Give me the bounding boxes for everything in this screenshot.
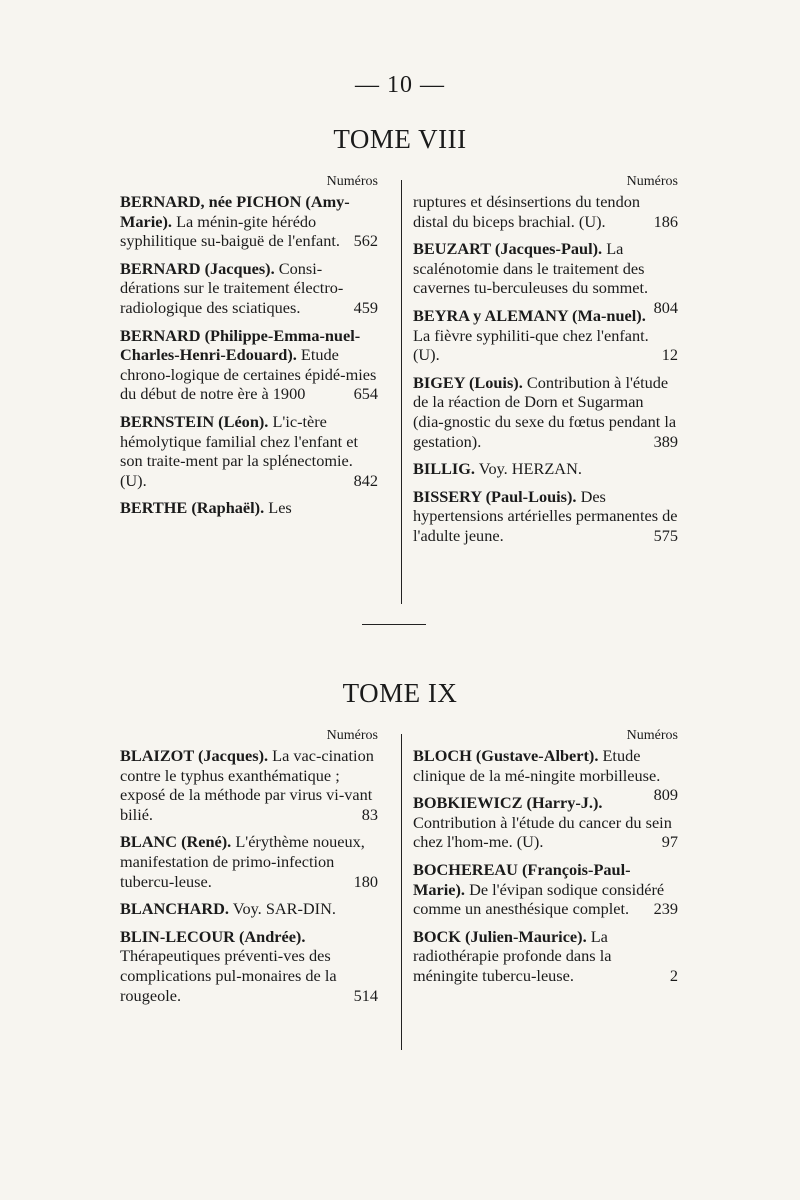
thesis-number: 186: [653, 211, 678, 231]
thesis-number: 239: [653, 899, 678, 919]
index-entry: [120, 927, 378, 1005]
tome-8-title: TOME VIII: [333, 124, 467, 154]
author-name: BOBKIEWICZ (Harry-J.).: [413, 793, 603, 813]
numeros-header: Numéros: [626, 728, 678, 743]
thesis-number: 12: [661, 345, 678, 365]
thesis-title: Des hypertensions artérielles permanentes de l'adulte jeune.: [413, 486, 678, 545]
thesis-title: De l'évipan sodique considéré comme un anesthésique complet.: [413, 879, 665, 919]
column-divider: [401, 180, 402, 604]
thesis-number: 842: [353, 470, 378, 490]
index-entry: [120, 498, 378, 518]
index-entry: [120, 192, 378, 251]
tome-8-right-column: [413, 174, 678, 604]
thesis-title: ruptures et désinsertions du tendon distal du biceps brachial. (U).: [413, 192, 640, 231]
author-name: BOCHEREAU (François-Paul-Marie).: [413, 859, 631, 899]
index-entry: [413, 306, 678, 365]
thesis-number: 562: [353, 231, 378, 251]
thesis-number: 459: [353, 297, 378, 317]
index-entry: [413, 487, 678, 546]
thesis-title: Consi-dérations sur le traitement électro-radiologique des sciatiques.: [120, 258, 344, 317]
thesis-title: Contribution à l'étude de la réaction de Dorn et Sugarman (dia-gnostic du sexe du fœtus pendant la gestation).: [413, 372, 677, 451]
tome-9-section: [120, 728, 678, 1050]
index-entry: [413, 860, 678, 919]
column-divider: [401, 734, 402, 1050]
author-name: BERNARD, née PICHON (Amy-Marie).: [120, 192, 350, 231]
author-name: BLAIZOT (Jacques).: [120, 746, 269, 765]
numeros-header: Numéros: [326, 728, 378, 743]
author-name: BERNSTEIN (Léon).: [120, 411, 269, 431]
author-name: BOCK (Julien-Maurice).: [413, 926, 587, 946]
thesis-title: Les: [268, 498, 292, 518]
tome-9-left-column: [120, 728, 378, 1050]
numeros-header: Numéros: [626, 174, 678, 189]
thesis-number: 809: [653, 785, 678, 805]
thesis-title: L'ic-tère hémolytique familial chez l'enfant et son traite-ment par la splénectomie. (U).: [120, 411, 359, 490]
numeros-header: Numéros: [326, 174, 378, 189]
index-entry: [120, 899, 378, 919]
tome-8-section: [120, 174, 678, 604]
author-name: BERNARD (Philippe-Emma-nuel-Charles-Henri-Edouard).: [120, 325, 361, 365]
thesis-title: Voy. HERZAN.: [478, 459, 582, 479]
thesis-number: 575: [653, 525, 678, 545]
thesis-number: 180: [353, 871, 378, 891]
thesis-number: 654: [353, 384, 378, 404]
index-entry: [413, 192, 678, 231]
thesis-number: 804: [653, 297, 678, 317]
thesis-title: La radiothérapie profonde dans la méningite tubercu-leuse.: [413, 926, 612, 985]
author-name: BLANC (René).: [120, 832, 232, 852]
thesis-number: 97: [661, 832, 678, 852]
thesis-number: 389: [653, 431, 678, 451]
tome-9-title: TOME IX: [342, 678, 458, 708]
thesis-title: Contribution à l'étude du cancer du sein chez l'hom-me. (U).: [413, 812, 672, 852]
author-name: BEUZART (Jacques-Paul).: [413, 239, 603, 259]
author-name: BERNARD (Jacques).: [120, 258, 275, 278]
thesis-number: 83: [361, 804, 378, 824]
index-entry: [120, 832, 378, 891]
thesis-title: La vac-cination contre le typhus exanthématique ; exposé de la méthode par virus vi-vant bilié.: [120, 746, 374, 824]
page-number: — 10 —: [355, 72, 445, 98]
thesis-title: Etude clinique de la mé-ningite morbilleuse.: [413, 746, 661, 785]
author-name: BILLIG.: [413, 459, 475, 479]
index-entry: [413, 793, 678, 852]
thesis-title: La ménin-gite hérédo syphilitique su-baiguë de l'enfant.: [120, 211, 340, 251]
author-name: BLOCH (Gustave-Albert).: [413, 746, 599, 765]
thesis-title: La scalénotomie dans le traitement des cavernes tu-berculeuses du sommet.: [413, 239, 649, 298]
tome-8-left-column: [120, 174, 378, 604]
tome-9-right-column: [413, 728, 678, 1050]
author-name: BLANCHARD.: [120, 899, 230, 919]
thesis-number: 514: [353, 985, 378, 1005]
author-name: BLIN-LECOUR (Andrée).: [120, 926, 306, 946]
index-entry: [413, 927, 678, 986]
section-rule: [362, 624, 426, 625]
author-name: BISSERY (Paul-Louis).: [413, 486, 577, 506]
index-entry: [120, 326, 378, 404]
author-name: BEYRA y ALEMANY (Ma-nuel).: [413, 305, 646, 325]
index-entry: [413, 459, 678, 479]
thesis-title: L'érythème noueux, manifestation de primo-infection tubercu-leuse.: [120, 832, 365, 891]
index-entry: [120, 746, 378, 824]
thesis-number: 2: [669, 965, 678, 985]
thesis-title: Etude chrono-logique de certaines épidé-mies du début de notre ère à 1900: [120, 345, 377, 404]
thesis-title: La fièvre syphiliti-que chez l'enfant. (U).: [413, 325, 649, 365]
author-name: BIGEY (Louis).: [413, 372, 523, 392]
thesis-title: Thérapeutiques préventi-ves des complications pul-monaires de la rougeole.: [120, 946, 337, 1005]
index-entry: [120, 412, 378, 490]
index-entry: [413, 373, 678, 451]
index-entry: [120, 259, 378, 318]
author-name: BERTHE (Raphaël).: [120, 498, 265, 518]
thesis-title: Voy. SAR-DIN.: [232, 899, 336, 919]
